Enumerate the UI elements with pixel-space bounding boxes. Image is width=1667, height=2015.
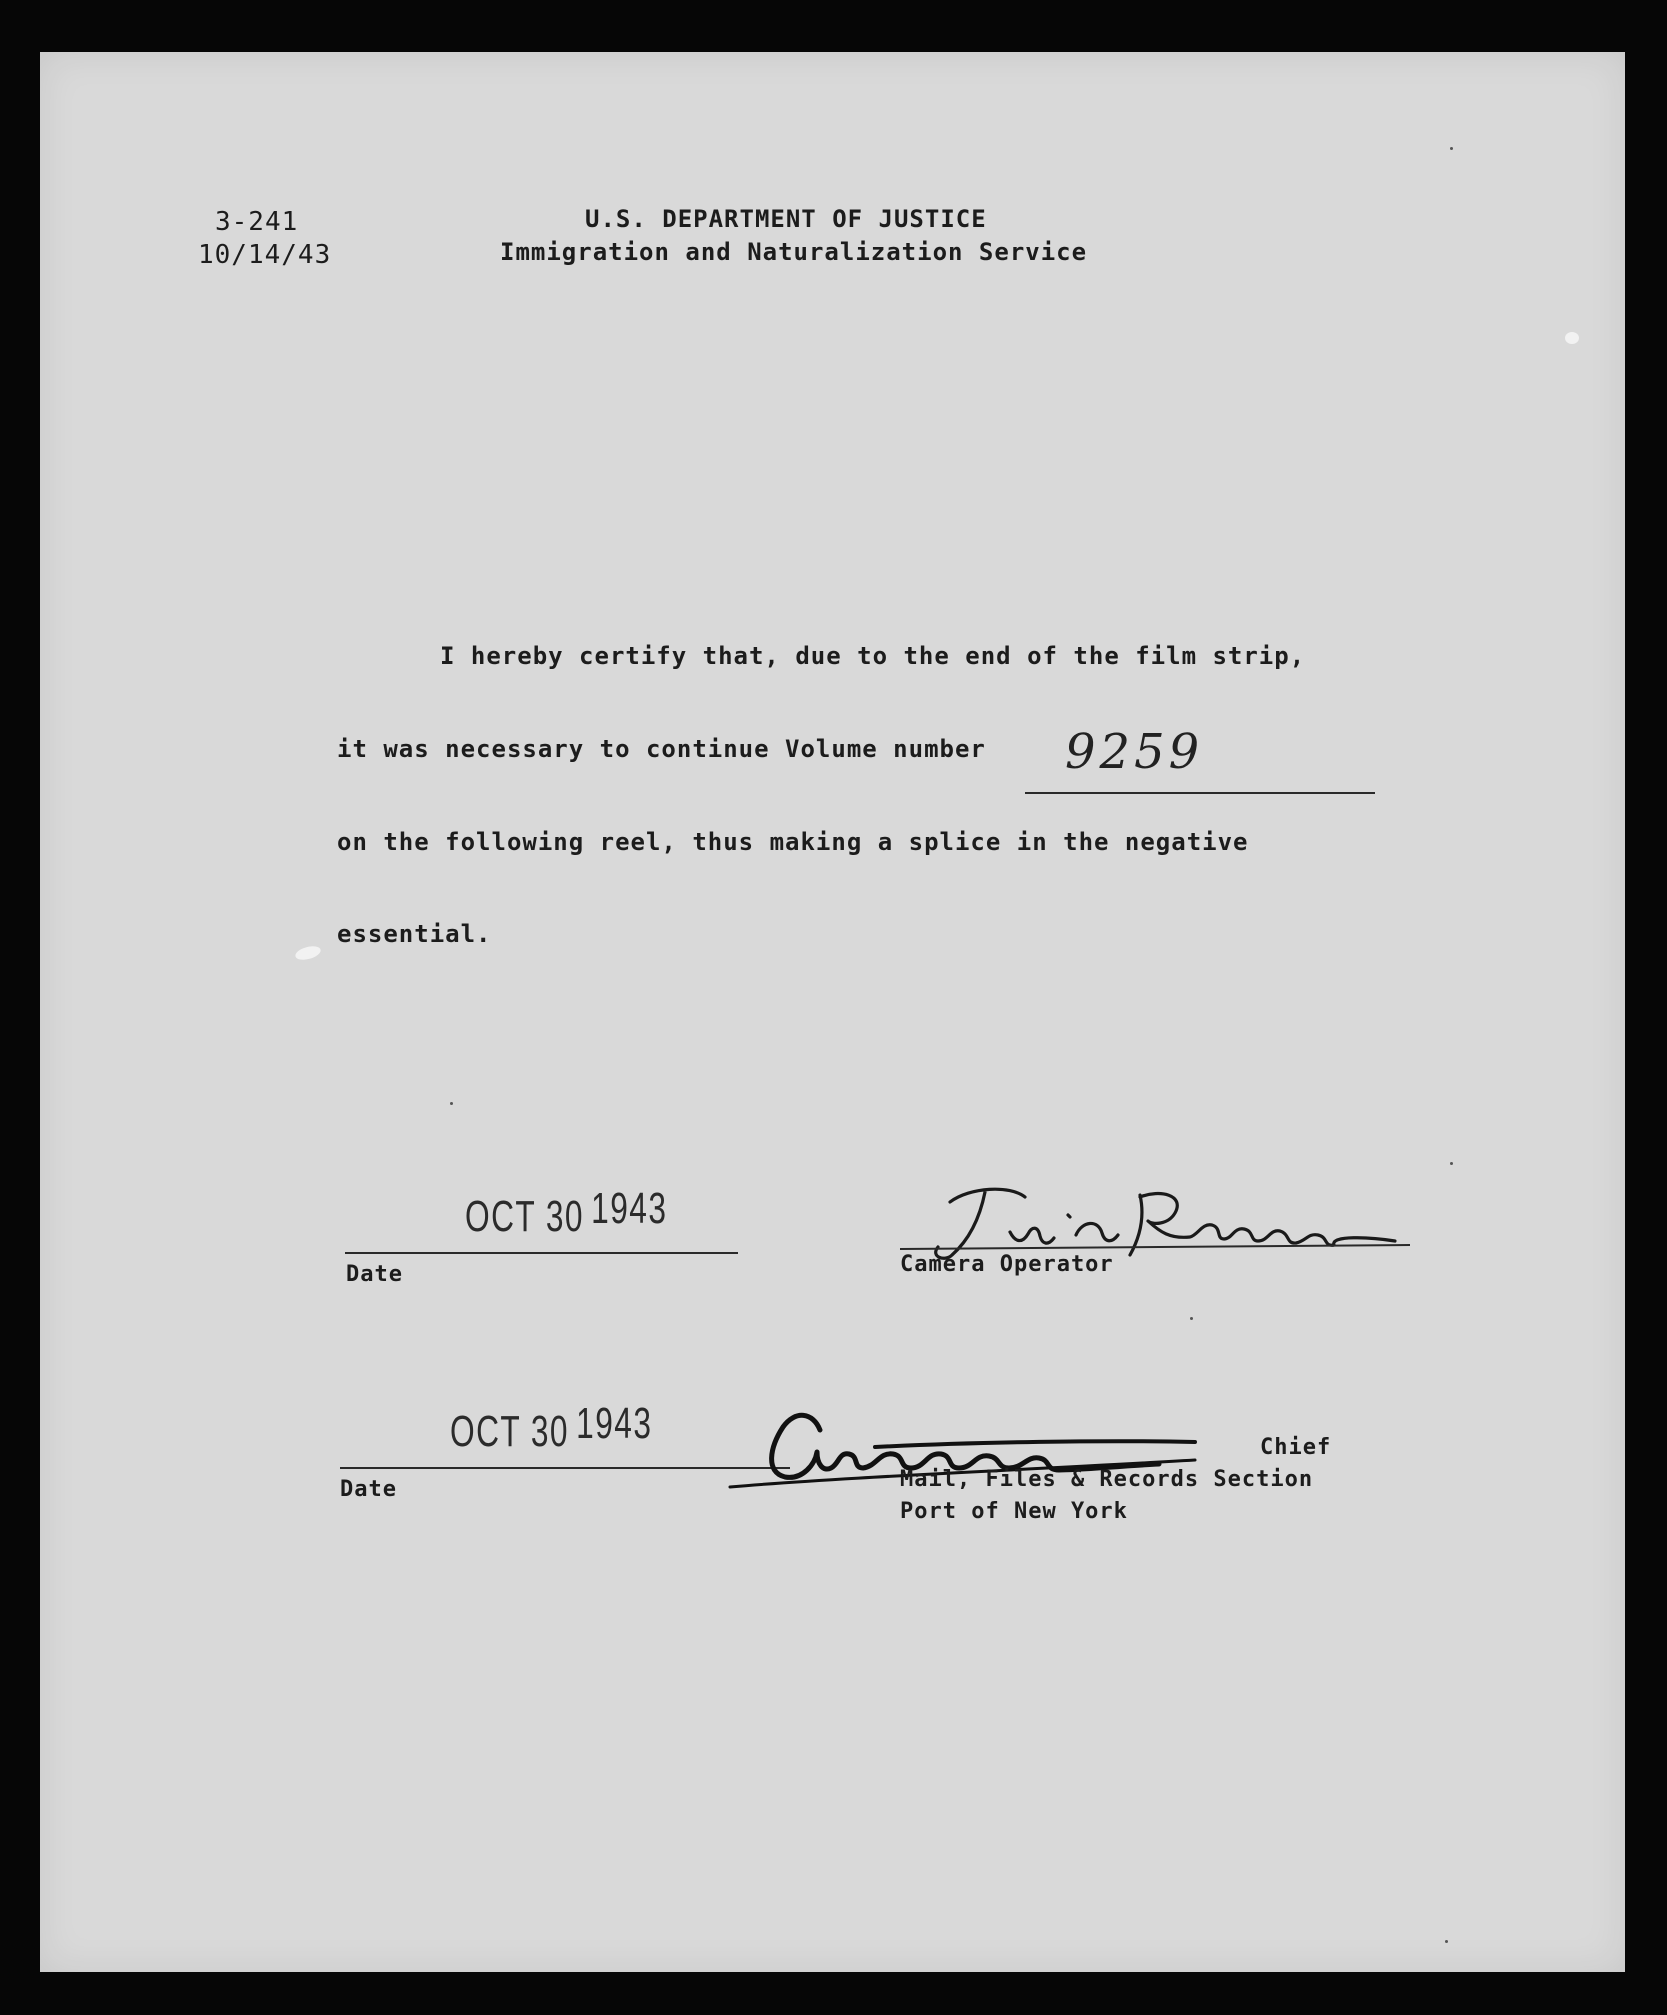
volume-number-field	[1025, 724, 1375, 794]
chief-stamp-year: 1943	[576, 1399, 653, 1448]
certification-line-4: essential.	[337, 920, 492, 948]
form-date: 10/14/43	[198, 240, 332, 270]
certification-line-1: I hereby certify that, due to the end of the film strip,	[440, 642, 1306, 670]
scan-dust	[1450, 147, 1453, 150]
camera-operator-label: Camera Operator	[900, 1252, 1114, 1277]
chief-date-label: Date	[340, 1477, 397, 1502]
chief-date-line	[340, 1467, 790, 1469]
department-title: U.S. DEPARTMENT OF JUSTICE	[585, 205, 987, 233]
document-page	[40, 52, 1625, 1972]
camera-date-line	[345, 1252, 738, 1254]
chief-title: Chief	[1260, 1435, 1332, 1460]
certification-line-3: on the following reel, thus making a splice in the negative	[337, 828, 1249, 856]
certification-line-2: it was necessary to continue Volume number	[337, 735, 986, 763]
camera-date-stamp	[465, 1184, 668, 1242]
volume-number-underline	[1025, 792, 1375, 794]
chief-date-stamp	[450, 1399, 653, 1457]
camera-stamp-day: OCT 30	[465, 1192, 584, 1241]
camera-stamp-year: 1943	[591, 1184, 668, 1233]
service-title: Immigration and Naturalization Service	[500, 238, 1088, 266]
form-number: 3-241	[215, 207, 299, 237]
scan-dust	[1450, 1162, 1453, 1165]
chief-port: Port of New York	[900, 1499, 1128, 1524]
scan-dust	[1190, 1317, 1193, 1320]
scan-speck	[1565, 332, 1579, 344]
chief-section: Mail, Files & Records Section	[900, 1467, 1314, 1492]
scan-dust	[1445, 1940, 1448, 1943]
volume-number-handwritten: 9259	[1065, 724, 1204, 780]
scan-dust	[450, 1102, 453, 1105]
chief-stamp-day: OCT 30	[450, 1407, 569, 1456]
scan-speck	[294, 944, 322, 962]
camera-date-label: Date	[346, 1262, 403, 1287]
